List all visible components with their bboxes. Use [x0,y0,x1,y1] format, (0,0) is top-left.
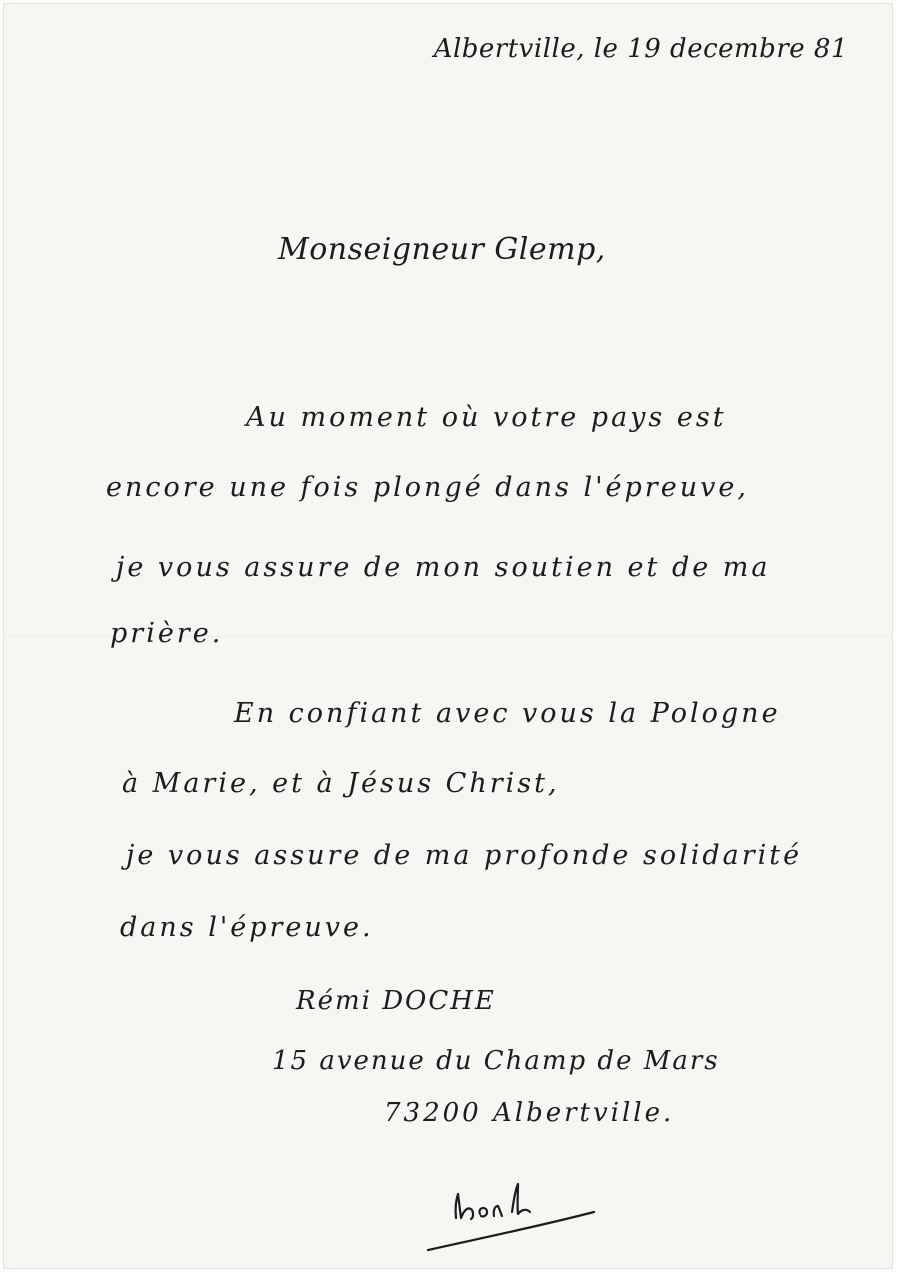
body-line: En confiant avec vous la Pologne [234,698,781,729]
body-line: je vous assure de mon soutien et de ma [116,552,771,583]
body-line: je vous assure de ma profonde solidarité [126,840,803,871]
salutation: Monseigneur Glemp, [278,232,606,267]
sender-address-city: 73200 Albertville. [384,1098,675,1128]
letter-page [4,4,892,1268]
body-line: encore une fois plongé dans l'épreuve, [106,472,749,503]
body-line: prière. [110,618,224,649]
sender-name: Rémi DOCHE [296,986,496,1016]
body-line: dans l'épreuve. [120,912,374,943]
handwritten-signature [422,1170,602,1256]
sender-address-street: 15 avenue du Champ de Mars [272,1046,720,1076]
place-date-line: Albertville, le 19 decembre 81 [433,34,848,64]
body-line: Au moment où votre pays est [246,402,727,433]
body-line: à Marie, et à Jésus Christ, [122,768,560,799]
